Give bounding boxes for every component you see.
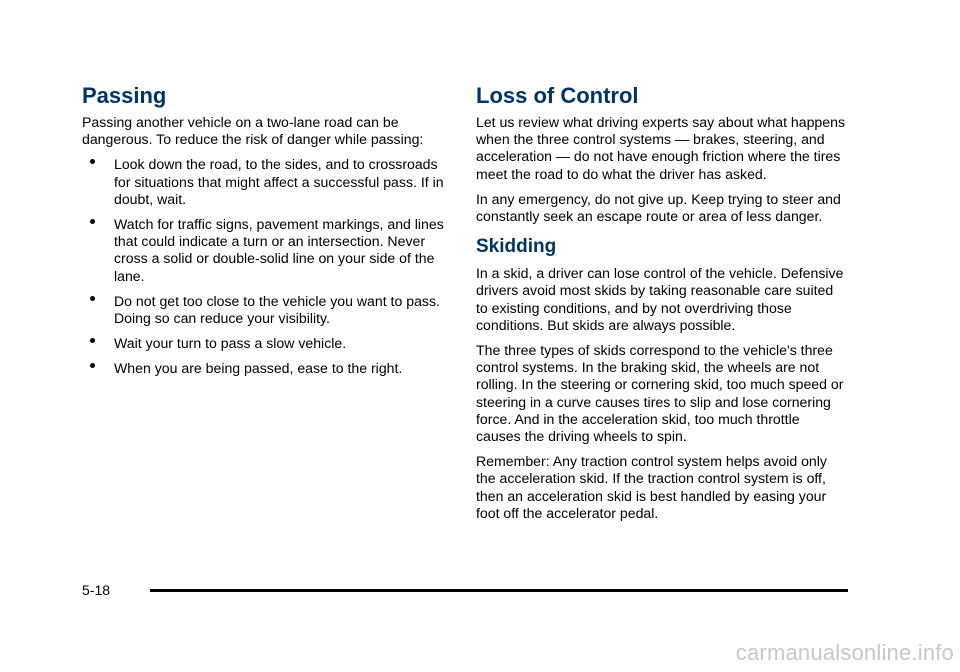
list-item-text: Watch for traffic signs, pavement markings, and lines that could indicate a turn or an intersection. Never cross a solid or double-solid line on your side of the lane. xyxy=(114,216,444,284)
skidding-paragraph: In a skid, a driver can lose control of the vehicle. Defensive drivers avoid most skids by taking reasonable care suited to existing conditions, and by not overdriving those conditions. But skids are always possible. xyxy=(476,265,844,333)
subheading-skidding: Skidding xyxy=(476,236,557,258)
bullet-dot-icon xyxy=(90,219,95,224)
passing-intro: Passing another vehicle on a two-lane road can be dangerous. To reduce the risk of danger while passing: xyxy=(82,114,424,148)
list-item-text: Wait your turn to pass a slow vehicle. xyxy=(114,335,347,352)
section-heading-loss-of-control: Loss of Control xyxy=(476,83,639,108)
loss-of-control-paragraph: Let us review what driving experts say about what happens when the three control systems — brakes, steering, and acceleration — do not have enough friction where the tires meet the road to do what the driver has asked. xyxy=(476,114,845,182)
loss-of-control-paragraph: In any emergency, do not give up. Keep trying to steer and constantly seek an escape route or area of less danger. xyxy=(476,190,841,225)
bullet-dot-icon xyxy=(90,159,95,164)
list-item-text: Do not get too close to the vehicle you want to pass. Doing so can reduce your visibility. xyxy=(114,292,440,327)
left-column xyxy=(82,82,452,386)
skidding-paragraph: Remember: Any traction control system helps avoid only the acceleration skid. If the traction control system is off, then an acceleration skid is best handled by easing your foot off the accelerator pedal. xyxy=(476,453,827,521)
passing-bullet-list xyxy=(82,156,452,377)
footer-divider xyxy=(150,589,848,592)
bullet-dot-icon xyxy=(90,338,95,343)
list-item xyxy=(82,293,452,327)
watermark: carmanualsonline.info xyxy=(735,640,954,665)
right-column xyxy=(476,82,846,530)
list-item xyxy=(82,335,452,352)
list-item xyxy=(82,360,452,377)
skidding-paragraph: The three types of skids correspond to the vehicle's three control systems. In the braking skid, the wheels are not rolling. In the steering or cornering skid, too much speed or steering in a curve causes tires to slip and lose cornering force. And in the acceleration skid, too much throttle causes the driving wheels to spin. xyxy=(476,342,844,445)
list-item xyxy=(82,156,452,208)
page-number: 5-18 xyxy=(82,582,111,598)
list-item xyxy=(82,216,452,285)
bullet-dot-icon xyxy=(90,363,95,368)
list-item-text: When you are being passed, ease to the right. xyxy=(114,360,403,377)
bullet-dot-icon xyxy=(90,296,95,301)
section-heading-passing: Passing xyxy=(82,83,167,108)
list-item-text: Look down the road, to the sides, and to crossroads for situations that might affect a successful pass. If in doubt, wait. xyxy=(114,156,444,207)
